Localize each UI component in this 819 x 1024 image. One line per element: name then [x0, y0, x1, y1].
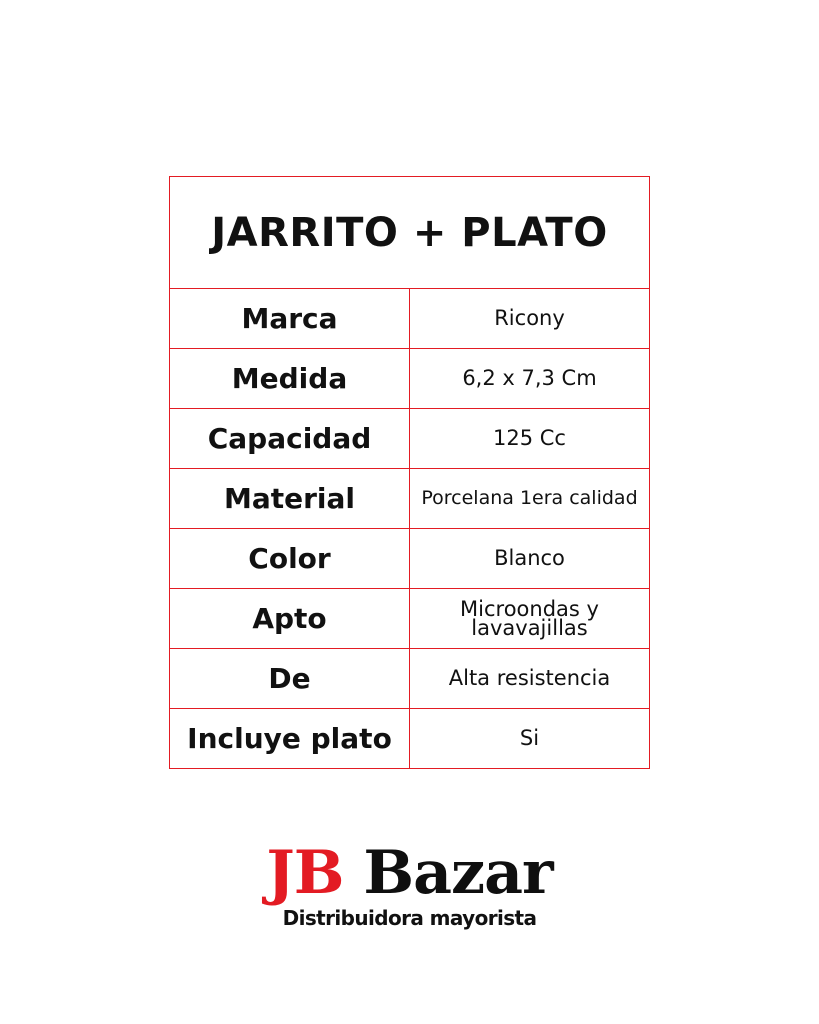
spec-label: Material [170, 469, 410, 529]
spec-row-marca [170, 289, 650, 349]
spec-value-line: lavavajillas [471, 615, 588, 640]
spec-row-medida [170, 349, 650, 409]
spec-value: 125 Cc [410, 409, 650, 469]
spec-row-capacidad [170, 409, 650, 469]
spec-value: Alta resistencia [410, 649, 650, 709]
brand-logo-block [0, 838, 819, 930]
spec-label: Incluye plato [170, 709, 410, 769]
spec-value-line: Microondas y [460, 596, 599, 621]
spec-label: Capacidad [170, 409, 410, 469]
spec-label: De [170, 649, 410, 709]
spec-row-apto [170, 589, 650, 649]
spec-value: Porcelana 1era calidad [410, 469, 650, 529]
brand-logo-jb: JB [266, 838, 344, 908]
spec-value: Si [410, 709, 650, 769]
spec-value: Ricony [410, 289, 650, 349]
spec-row-material [170, 469, 650, 529]
product-title: JARRITO + PLATO [170, 177, 650, 289]
spec-label: Color [170, 529, 410, 589]
brand-logo-bazar: Bazar [363, 838, 553, 908]
spec-label: Medida [170, 349, 410, 409]
spec-value: Blanco [410, 529, 650, 589]
product-spec-table [169, 176, 650, 769]
spec-label: Apto [170, 589, 410, 649]
brand-tagline: Distribuidora mayorista [282, 906, 537, 930]
spec-row-incluye-plato [170, 709, 650, 769]
spec-row-color [170, 529, 650, 589]
spec-row-de [170, 649, 650, 709]
spec-label: Marca [170, 289, 410, 349]
spec-value: 6,2 x 7,3 Cm [410, 349, 650, 409]
spec-value [410, 589, 650, 649]
brand-logo [0, 838, 819, 908]
